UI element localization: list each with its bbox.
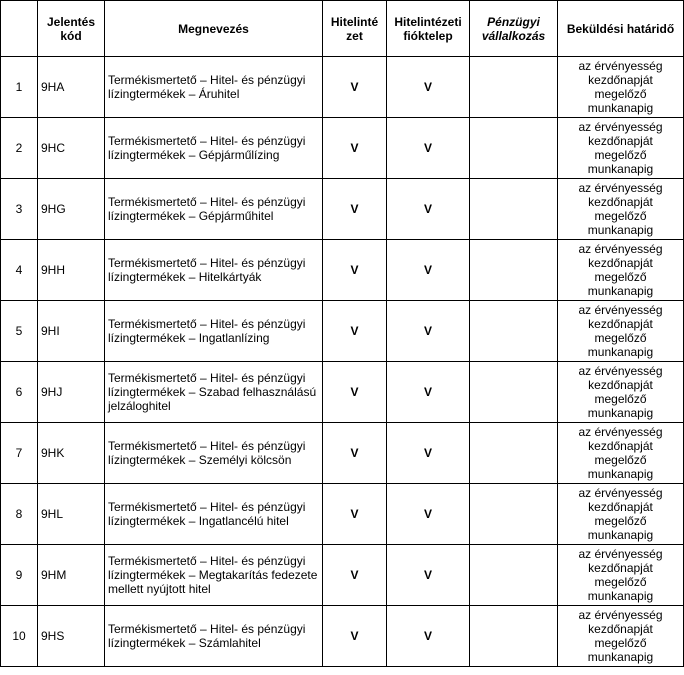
table-body [1,57,684,667]
row-branch-mark: V [387,301,470,362]
table-row [1,606,684,667]
row-name: Termékismertető – Hitel- és pénzügyi lízingtermékek – Áruhitel [105,57,323,118]
row-institution-mark: V [323,606,387,667]
header-financial: Pénzügyi vállalkozás [470,1,558,57]
row-name: Termékismertető – Hitel- és pénzügyi lízingtermékek – Szabad felhasználású jelzáloghitel [105,362,323,423]
row-institution-mark: V [323,57,387,118]
row-financial-mark [470,301,558,362]
row-deadline: az érvényesség kezdőnapját megelőző munkanapig [558,301,684,362]
row-index: 6 [1,362,38,423]
row-index: 4 [1,240,38,301]
row-deadline: az érvényesség kezdőnapját megelőző munkanapig [558,423,684,484]
row-name: Termékismertető – Hitel- és pénzügyi lízingtermékek – Gépjárműhitel [105,179,323,240]
header-institution: Hitelinté zet [323,1,387,57]
row-code: 9HH [38,240,105,301]
row-name: Termékismertető – Hitel- és pénzügyi lízingtermékek – Ingatlancélú hitel [105,484,323,545]
row-deadline: az érvényesség kezdőnapját megelőző munkanapig [558,362,684,423]
row-deadline: az érvényesség kezdőnapját megelőző munkanapig [558,57,684,118]
table-row [1,57,684,118]
row-financial-mark [470,118,558,179]
row-index: 1 [1,57,38,118]
row-deadline: az érvényesség kezdőnapját megelőző munkanapig [558,118,684,179]
row-index: 10 [1,606,38,667]
header-name: Megnevezés [105,1,323,57]
row-deadline: az érvényesség kezdőnapját megelőző munkanapig [558,240,684,301]
row-code: 9HK [38,423,105,484]
row-branch-mark: V [387,606,470,667]
row-institution-mark: V [323,545,387,606]
header-branch: Hitelintézeti fióktelep [387,1,470,57]
row-code: 9HI [38,301,105,362]
header-deadline: Beküldési határidő [558,1,684,57]
row-deadline: az érvényesség kezdőnapját megelőző munkanapig [558,179,684,240]
row-financial-mark [470,240,558,301]
row-name: Termékismertető – Hitel- és pénzügyi lízingtermékek – Gépjárműlízing [105,118,323,179]
row-financial-mark [470,484,558,545]
table-row [1,118,684,179]
row-index: 5 [1,301,38,362]
row-financial-mark [470,57,558,118]
table-header [1,1,684,57]
row-branch-mark: V [387,118,470,179]
row-name: Termékismertető – Hitel- és pénzügyi lízingtermékek – Hitelkártyák [105,240,323,301]
row-deadline: az érvényesség kezdőnapját megelőző munkanapig [558,545,684,606]
row-code: 9HM [38,545,105,606]
table-row [1,484,684,545]
row-branch-mark: V [387,57,470,118]
table-row [1,545,684,606]
row-institution-mark: V [323,423,387,484]
row-index: 9 [1,545,38,606]
row-financial-mark [470,606,558,667]
row-deadline: az érvényesség kezdőnapját megelőző munkanapig [558,606,684,667]
row-code: 9HA [38,57,105,118]
row-branch-mark: V [387,179,470,240]
header-code: Jelentés kód [38,1,105,57]
row-financial-mark [470,545,558,606]
header-row [1,1,684,57]
row-financial-mark [470,423,558,484]
header-index [1,1,38,57]
row-institution-mark: V [323,118,387,179]
row-index: 8 [1,484,38,545]
row-code: 9HC [38,118,105,179]
row-code: 9HG [38,179,105,240]
row-index: 3 [1,179,38,240]
row-financial-mark [470,179,558,240]
row-institution-mark: V [323,179,387,240]
row-institution-mark: V [323,301,387,362]
row-financial-mark [470,362,558,423]
row-code: 9HJ [38,362,105,423]
row-institution-mark: V [323,240,387,301]
row-branch-mark: V [387,545,470,606]
row-branch-mark: V [387,362,470,423]
row-name: Termékismertető – Hitel- és pénzügyi lízingtermékek – Személyi kölcsön [105,423,323,484]
row-deadline: az érvényesség kezdőnapját megelőző munkanapig [558,484,684,545]
row-code: 9HS [38,606,105,667]
row-name: Termékismertető – Hitel- és pénzügyi lízingtermékek – Megtakarítás fedezete mellett nyújtott hitel [105,545,323,606]
row-name: Termékismertető – Hitel- és pénzügyi lízingtermékek – Ingatlanlízing [105,301,323,362]
row-branch-mark: V [387,484,470,545]
row-index: 2 [1,118,38,179]
row-branch-mark: V [387,423,470,484]
table-row [1,179,684,240]
row-institution-mark: V [323,362,387,423]
row-institution-mark: V [323,484,387,545]
table-row [1,240,684,301]
row-code: 9HL [38,484,105,545]
row-index: 7 [1,423,38,484]
table-row [1,301,684,362]
table-row [1,362,684,423]
table-row [1,423,684,484]
row-name: Termékismertető – Hitel- és pénzügyi lízingtermékek – Számlahitel [105,606,323,667]
row-branch-mark: V [387,240,470,301]
